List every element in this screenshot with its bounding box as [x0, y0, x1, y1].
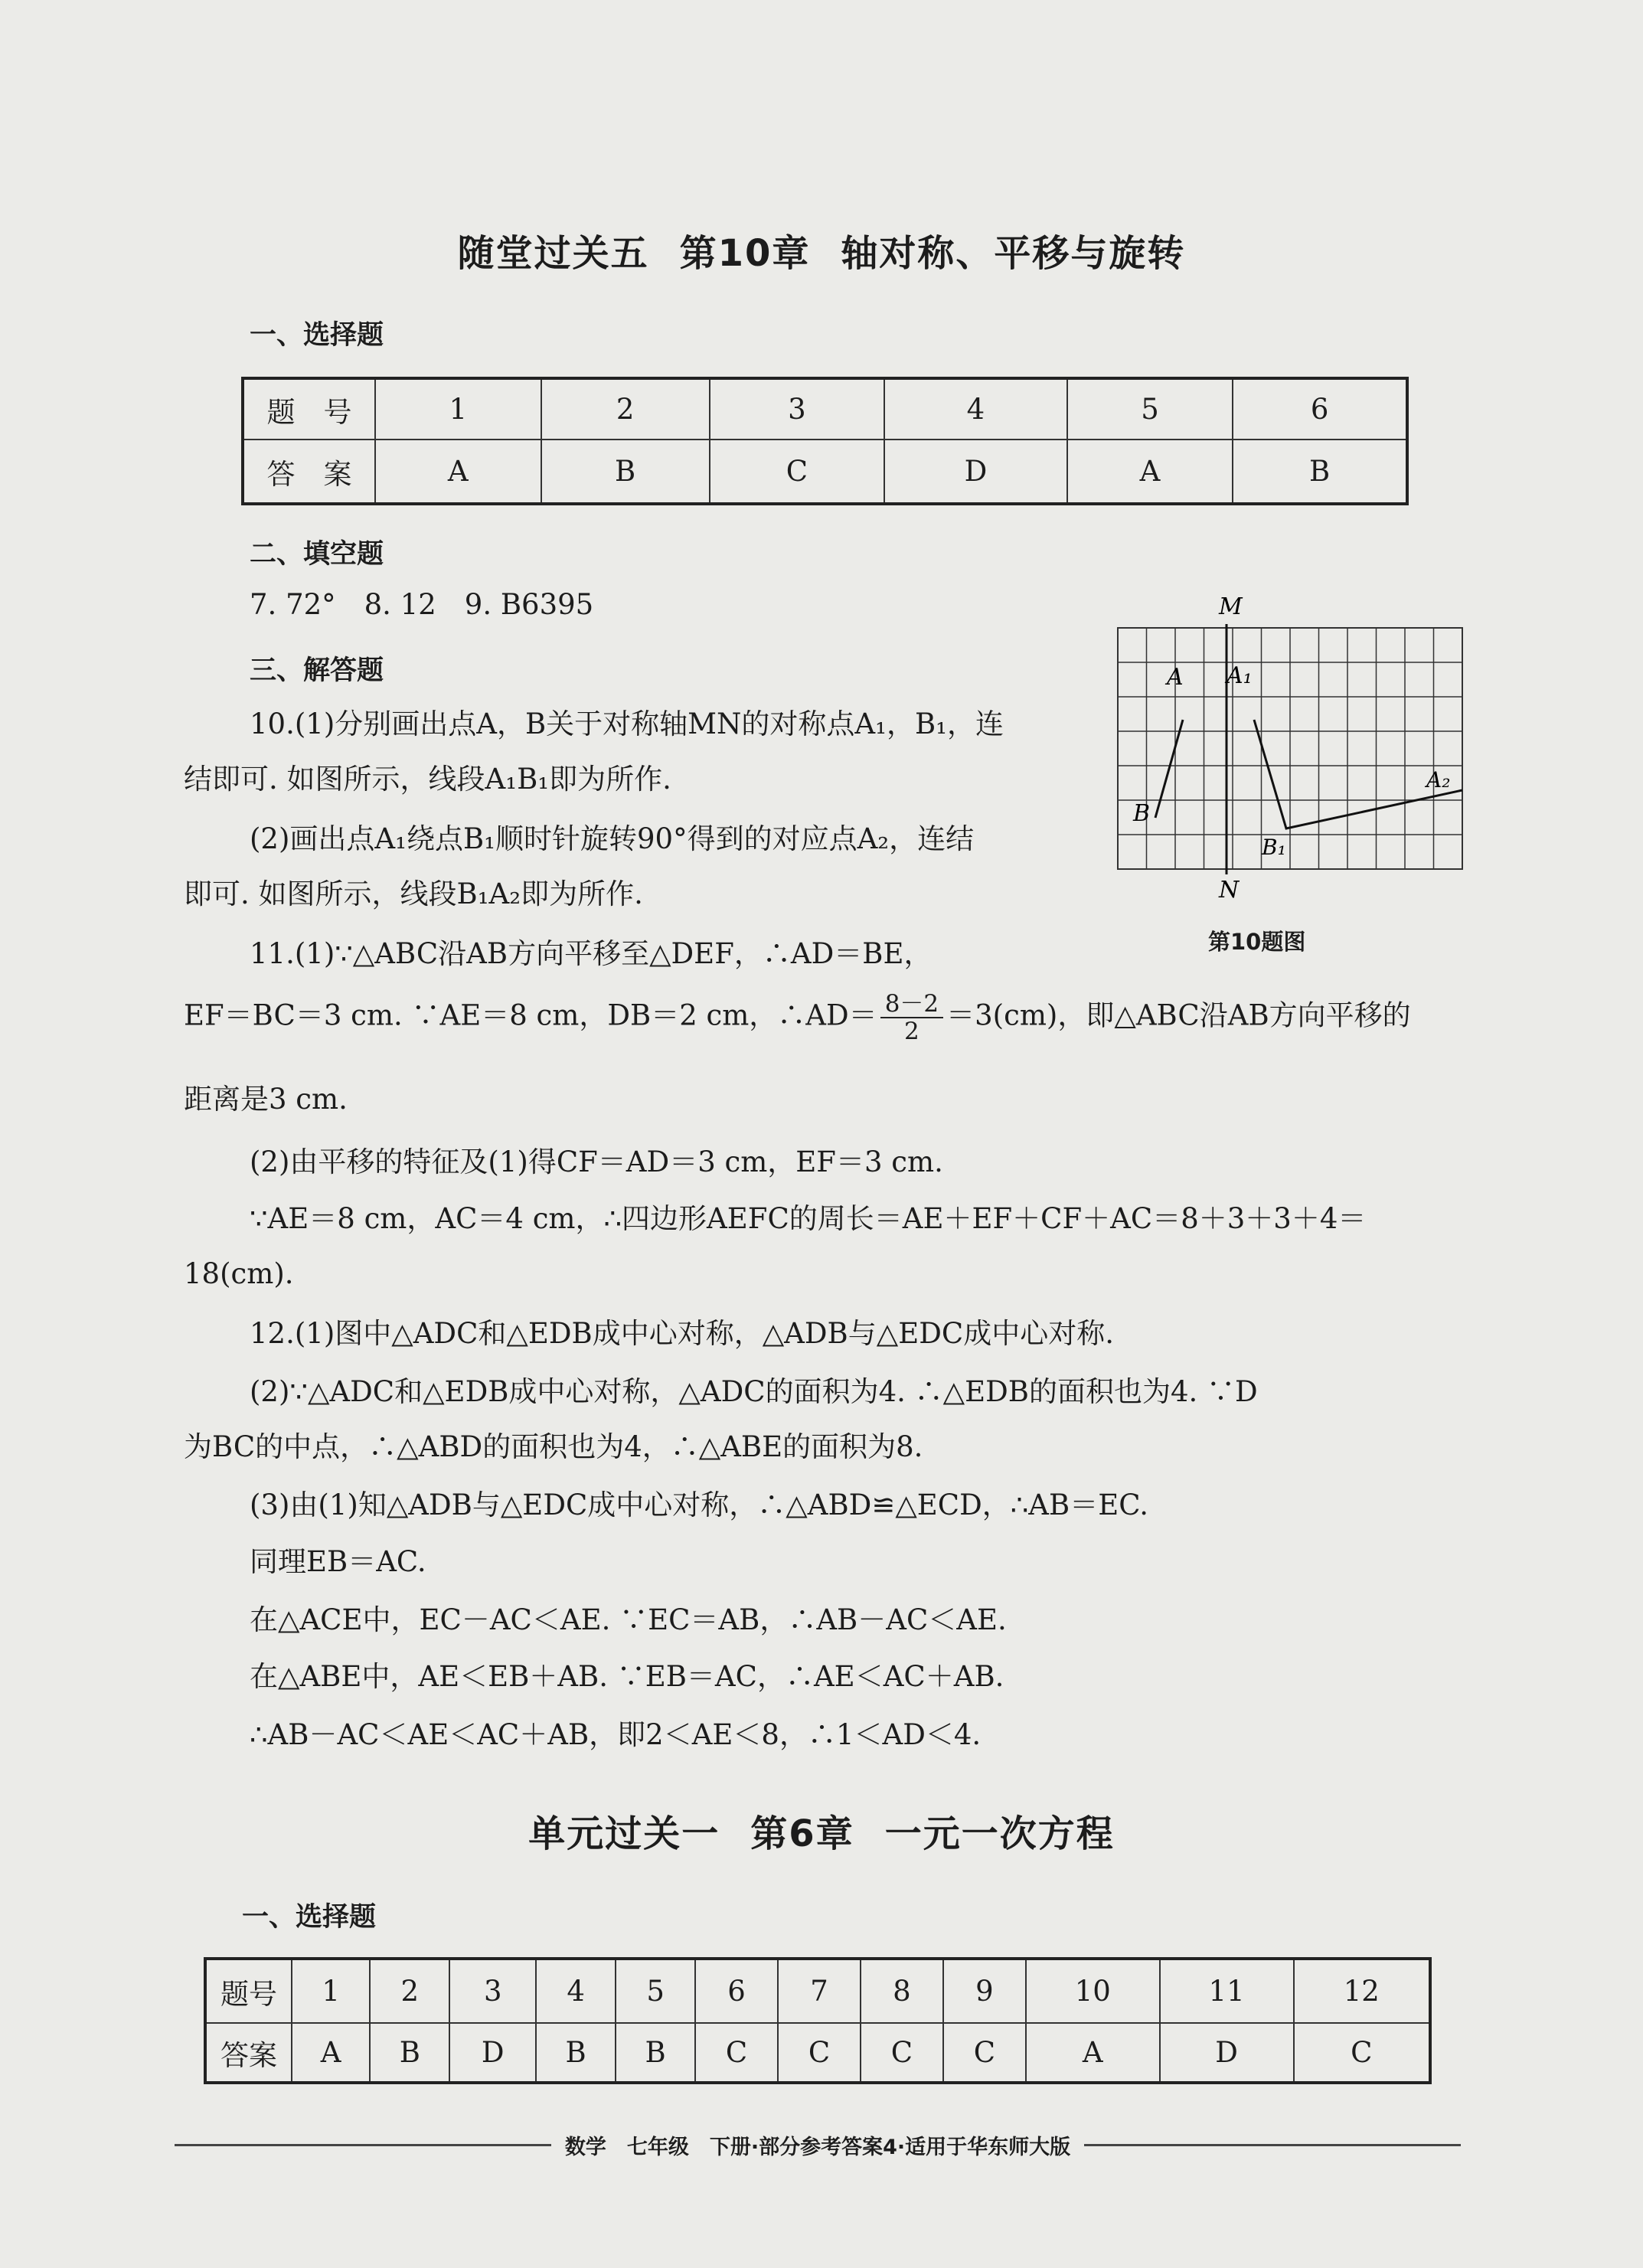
q11-text: EF＝BC＝3 cm. ∵AE＝8 cm，DB＝2 cm，∴AD＝: [184, 998, 877, 1032]
fraction-numerator: 8－2: [880, 991, 943, 1018]
question-number: 3: [449, 1959, 536, 2023]
label-a2: A₂: [1426, 767, 1451, 792]
q10-line: 结即可. 如图所示，线段A₁B₁即为所作.: [184, 763, 671, 796]
q12-line: 在△ABE中，AE＜EB＋AB. ∵EB＝AC，∴AE＜AC＋AB.: [250, 1660, 1004, 1693]
answer-table-1: [241, 377, 1409, 505]
answer-cell: B: [370, 2023, 449, 2083]
q12-line: (3)由(1)知△ADB与△EDC成中心对称，∴△ABD≌△ECD，∴AB＝EC.: [250, 1489, 1148, 1521]
answer-cell: D: [1160, 2023, 1294, 2083]
answer-cell: A: [1067, 440, 1233, 504]
question-number: 5: [1067, 378, 1233, 440]
question-number: 1: [292, 1959, 370, 2023]
question-number: 6: [1233, 378, 1407, 440]
question-number: 5: [616, 1959, 695, 2023]
label-m: M: [1219, 593, 1243, 620]
q10-line: 10.(1)分别画出点A，B关于对称轴MN的对称点A₁，B₁，连: [250, 708, 1004, 740]
footer-rule: [1084, 2144, 1461, 2146]
question-number: 3: [710, 378, 884, 440]
figure-caption: 第10题图: [1208, 929, 1306, 955]
section2-title: [0, 1804, 1643, 1857]
answer-cell: C: [1294, 2023, 1430, 2083]
label-n: N: [1219, 877, 1240, 904]
answer-table-2: [204, 1957, 1432, 2084]
page-footer: [175, 2130, 1461, 2160]
label-a1: A₁: [1227, 662, 1253, 689]
title-part: 第6章: [750, 1812, 854, 1855]
answer-cell: B: [536, 2023, 616, 2083]
label-b: B: [1133, 800, 1151, 827]
segment-ab: [1155, 720, 1183, 818]
fill-answers: 7. 72° 8. 12 9. B6395: [250, 588, 594, 621]
question-number: 9: [943, 1959, 1026, 2023]
answer-cell: A: [292, 2023, 370, 2083]
answer-cell: C: [778, 2023, 861, 2083]
question-number: 10: [1026, 1959, 1160, 2023]
title-part: 单元过关一: [528, 1812, 720, 1855]
q11-line-with-fraction: [184, 991, 1411, 1044]
q12-line: ∴AB－AC＜AE＜AC＋AB，即2＜AE＜8，∴1＜AD＜4.: [250, 1718, 982, 1751]
choice-heading: 一、选择题: [250, 320, 384, 351]
question-number: 4: [536, 1959, 616, 2023]
title-part: 第10章: [679, 232, 811, 275]
fill-heading: 二、填空题: [250, 539, 384, 570]
answer-cell: C: [695, 2023, 778, 2083]
q11-line: ∵AE＝8 cm，AC＝4 cm，∴四边形AEFC的周长＝AE＋EF＋CF＋AC＝8＋3＋3＋4＝: [250, 1202, 1367, 1235]
answer-cell: C: [861, 2023, 943, 2083]
question-number: 2: [541, 378, 710, 440]
footer-text: 数学 七年级 下册·部分参考答案4·适用于华东师大版: [564, 2136, 1071, 2159]
answer-cell: B: [541, 440, 710, 504]
row-label: 题号: [205, 1959, 292, 2023]
question-number: 4: [884, 378, 1067, 440]
q11-line: 11.(1)∵△ABC沿AB方向平移至△DEF，∴AD＝BE，: [250, 937, 933, 970]
question-number: 7: [778, 1959, 861, 2023]
question-number: 2: [370, 1959, 449, 2023]
question-number: 8: [861, 1959, 943, 2023]
q10-line: (2)画出点A₁绕点B₁顺时针旋转90°得到的对应点A₂，连结: [250, 822, 975, 855]
footer-rule: [175, 2144, 551, 2146]
q12-line: (2)∵△ADC和△EDB成中心对称，△ADC的面积为4. ∴△EDB的面积也为4. ∵D: [250, 1375, 1258, 1408]
answer-cell: B: [1233, 440, 1407, 504]
q11-line: 18(cm).: [184, 1257, 294, 1290]
title-part: 一元一次方程: [884, 1812, 1115, 1855]
answer-cell: B: [616, 2023, 695, 2083]
title-part: 轴对称、平移与旋转: [841, 232, 1186, 275]
row-label: 题 号: [243, 378, 375, 440]
question-number: 6: [695, 1959, 778, 2023]
solve-heading: 三、解答题: [250, 655, 384, 686]
q11-line: (2)由平移的特征及(1)得CF＝AD＝3 cm，EF＝3 cm.: [250, 1145, 943, 1178]
label-a: A: [1167, 664, 1184, 691]
question-number: 11: [1160, 1959, 1294, 2023]
question-number: 12: [1294, 1959, 1430, 2023]
q12-line: 在△ACE中，EC－AC＜AE. ∵EC＝AB，∴AB－AC＜AE.: [250, 1603, 1007, 1636]
q10-figure: [1102, 590, 1470, 911]
answer-cell: D: [449, 2023, 536, 2083]
title-part: 随堂过关五: [457, 232, 649, 275]
answer-cell: A: [375, 440, 541, 504]
label-b1: B₁: [1262, 835, 1286, 860]
question-number: 1: [375, 378, 541, 440]
q12-line: 为BC的中点，∴△ABD的面积也为4，∴△ABE的面积为8.: [184, 1430, 923, 1463]
row-label: 答案: [205, 2023, 292, 2083]
q11-text: ＝3(cm)，即△ABC沿AB方向平移的: [946, 998, 1411, 1032]
answer-cell: C: [710, 440, 884, 504]
q10-line: 即可. 如图所示，线段B₁A₂即为所作.: [184, 877, 643, 910]
answer-cell: A: [1026, 2023, 1160, 2083]
row-label: 答 案: [243, 440, 375, 504]
answer-cell: D: [884, 440, 1067, 504]
q11-line: 距离是3 cm.: [184, 1083, 348, 1116]
answer-cell: C: [943, 2023, 1026, 2083]
q12-line: 12.(1)图中△ADC和△EDB成中心对称，△ADB与△EDC成中心对称.: [250, 1317, 1114, 1350]
fraction-denominator: 2: [904, 1018, 919, 1045]
section1-title: [0, 224, 1643, 276]
q12-line: 同理EB＝AC.: [250, 1545, 426, 1578]
choice-heading-2: 一、选择题: [242, 1902, 377, 1933]
fraction: [880, 991, 943, 1044]
